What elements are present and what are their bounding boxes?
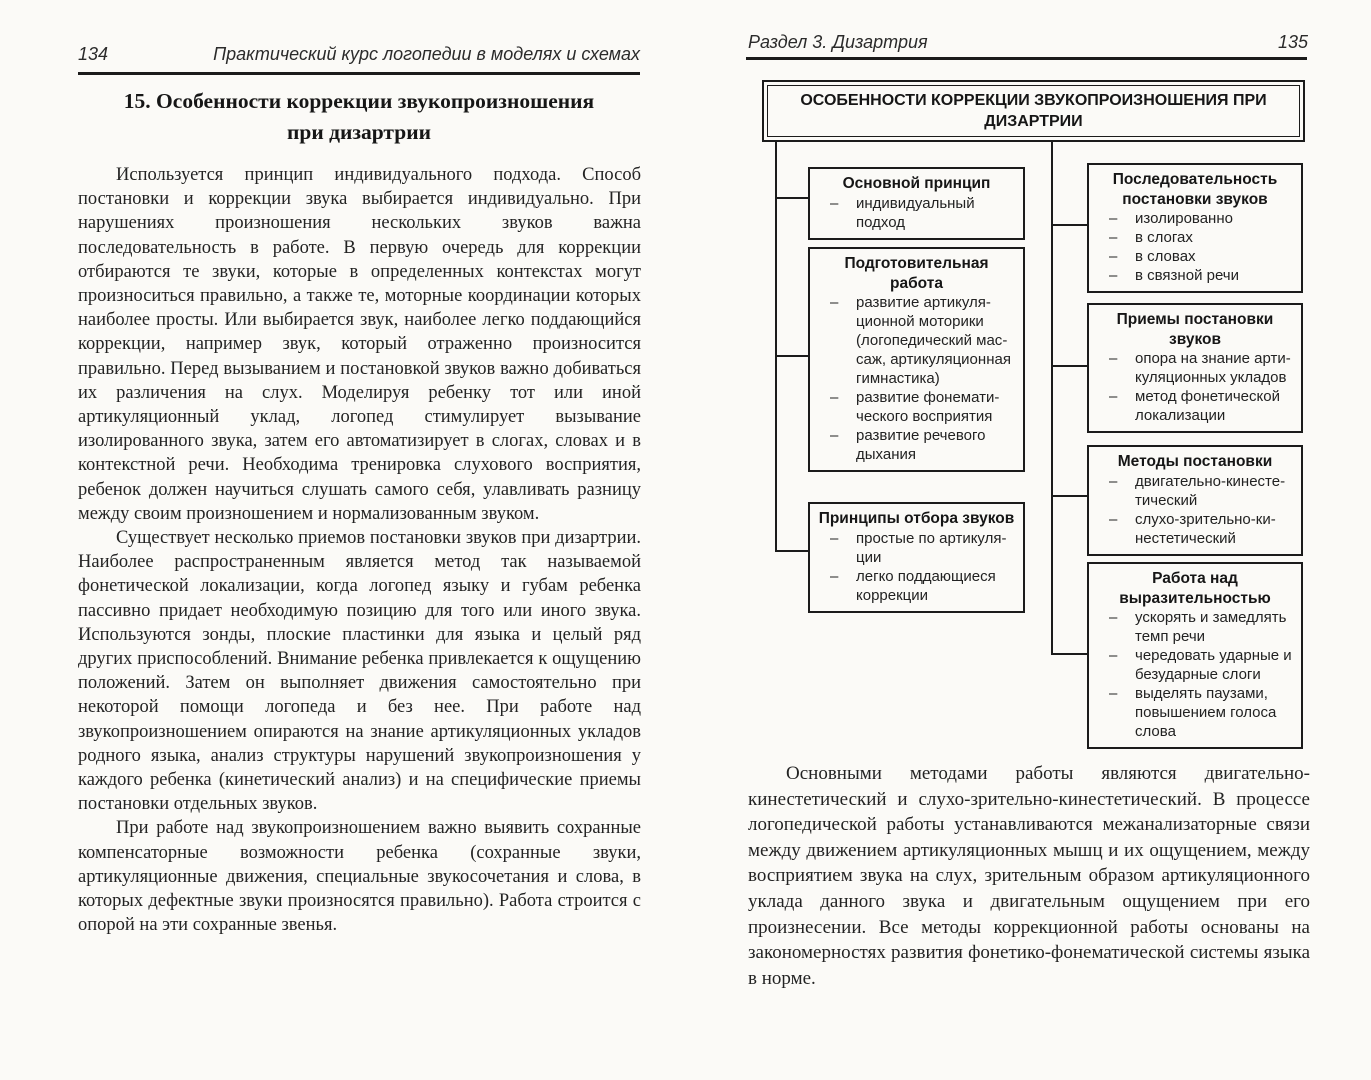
diagram-box-item: – двигательно-кинестетический [1095, 472, 1295, 510]
diagram-box-item: – метод фонетической локализации [1095, 387, 1295, 425]
connector-line [775, 140, 777, 551]
connector-line [1051, 365, 1087, 367]
diagram-box-item: – развитие артикуляционной моторики (логопедический массаж, артикуляционная гимнастика) [816, 293, 1017, 388]
connector-line [1051, 653, 1087, 655]
diagram-box-item: – в слогах [1095, 228, 1295, 247]
connector-line [1051, 495, 1087, 497]
diagram-title: ОСОБЕННОСТИ КОРРЕКЦИИ ЗВУКОПРОИЗНОШЕНИЯ ПРИ ДИЗАРТРИИ [767, 85, 1300, 137]
right-body-text [748, 761, 1310, 991]
diagram-box-item: – простые по артикуляции [816, 529, 1017, 567]
paragraph: Существует несколько приемов постановки звуков при дизартрии. Наиболее распространенным является метод так называемой фонетической локализации, когда логопед языку и губам ребенка пассивно придает необходимую позицию для того или иного звука. Используются зонды, плоские пластинки для языка и целый ряд других приспособлений. Внимание ребенка привлекается к ощущению положений. Затем он выполняет движения самостоятельно при некоторой помощи логопеда и без нее. При работе над звукопроизношением опираются на знание артикуляционных укладов родного языка, анализ структуры нарушений звукопроизношения у каждого ребенка (кинетический анализ) и на специфические приемы постановки отдельных звуков. [78, 528, 641, 815]
left-page-header [78, 44, 640, 65]
paragraph: Используется принцип индивидуального подхода. Способ постановки и коррекции звука выбирается индивидуально. При нарушениях произношения нескольких звуков важна последовательность в работе. В первую очередь для коррекции отбираются те звуки, которые в определенных контекстах могут произноситься правильно, а также те, моторные координации которых наиболее просты. Или выбирается звук, наиболее легко поддающийся коррекции, например звук, который отраженно произносится правильно. Перед вызыванием и постановкой звуков важно добиваться их различения на слух. Моделируя ребенку тот или иной артикуляционный уклад, логопед стимулирует вызывание изолированного звука, затем его автоматизирует в слогах, словах и в контекстной речи. Необходима тренировка слухового восприятия, ребенок должен научиться слушать самого себя, улавливать разницу между своим произношением и нормализованным звуком. [78, 165, 641, 524]
diagram-box-heading: Приемы постановки звуков [1116, 311, 1274, 348]
diagram-box-item: – слухо-зрительно-кинестетический [1095, 510, 1295, 548]
diagram-box-item: – развитие фонематического восприятия [816, 388, 1017, 426]
left-body-text [78, 163, 641, 938]
diagram-box-heading: Работа над выразительностью [1119, 570, 1271, 607]
diagram-box-item: – в связной речи [1095, 266, 1295, 285]
connector-line [775, 550, 808, 552]
diagram-box [1087, 303, 1303, 433]
chapter-title-line1: 15. Особенности коррекции звукопроизношения [123, 89, 595, 113]
diagram-box-item: – чередовать ударные и безударные слоги [1095, 646, 1295, 684]
diagram-box [808, 247, 1025, 472]
connector-line [1051, 224, 1087, 226]
paragraph: При работе над звукопроизношением важно выявить сохранные компенсаторные возможности ребенка (сохранные звуки, артикуляционные движения, специальные звукосочетания и слова, в которых дефектные звуки произносятся правильно). Работа строится с опорой на эти сохранные звенья. [78, 818, 641, 936]
diagram-box [1087, 445, 1303, 556]
connector-line [775, 197, 808, 199]
right-page-number: 135 [1277, 32, 1308, 52]
diagram-box-item: – в словах [1095, 247, 1295, 266]
diagram-box [808, 167, 1025, 240]
diagram-box [1087, 562, 1303, 749]
diagram-box-item: – индивидуальный подход [816, 194, 1017, 232]
diagram-box-item: – изолированно [1095, 209, 1295, 228]
right-running-header: Раздел 3. Дизартрия [748, 32, 928, 52]
left-page-number: 134 [78, 44, 109, 64]
chapter-title [78, 86, 640, 148]
diagram-box-heading: Подготовительная работа [844, 255, 989, 292]
diagram-title-box [762, 80, 1305, 142]
diagram-box-item: – выделять паузами, повышением голоса слова [1095, 684, 1295, 741]
left-header-rule [78, 72, 640, 75]
paragraph: Основными методами работы являются двигательно-кинестетический и слухо-зрительно-кинестетический. В процессе логопедической работы устанавливаются межанализаторные связи между движением артикуляционных мышц и их ощущением, между восприятием звука на слух, зрительным образом артикуляционного уклада данного звука и двигательным ощущением при его произнесении. Все методы коррекционной работы основаны на закономерностях развития фонетико-фонематической системы языка в норме. [748, 763, 1310, 989]
chapter-title-line2: при дизартрии [287, 120, 431, 144]
connector-line [1051, 140, 1053, 654]
diagram-box-heading: Методы постановки [1117, 453, 1273, 470]
diagram-box-heading: Последовательность постановки звуков [1112, 171, 1278, 208]
diagram-box [1087, 163, 1303, 293]
diagram-box-item: – легко поддающиеся коррекции [816, 567, 1017, 605]
connector-line [775, 355, 808, 357]
right-page-header [748, 32, 1308, 53]
left-running-header: Практический курс логопедии в моделях и схемах [213, 44, 640, 64]
diagram-box-heading: Основной принцип [842, 175, 991, 192]
diagram-box-heading: Принципы отбора звуков [818, 510, 1015, 527]
diagram-box [808, 502, 1025, 613]
right-header-rule [746, 57, 1307, 60]
diagram-box-item: – опора на знание артикуляционных укладов [1095, 349, 1295, 387]
diagram-box-item: – развитие речевого дыхания [816, 426, 1017, 464]
diagram-box-item: – ускорять и замедлять темп речи [1095, 608, 1295, 646]
